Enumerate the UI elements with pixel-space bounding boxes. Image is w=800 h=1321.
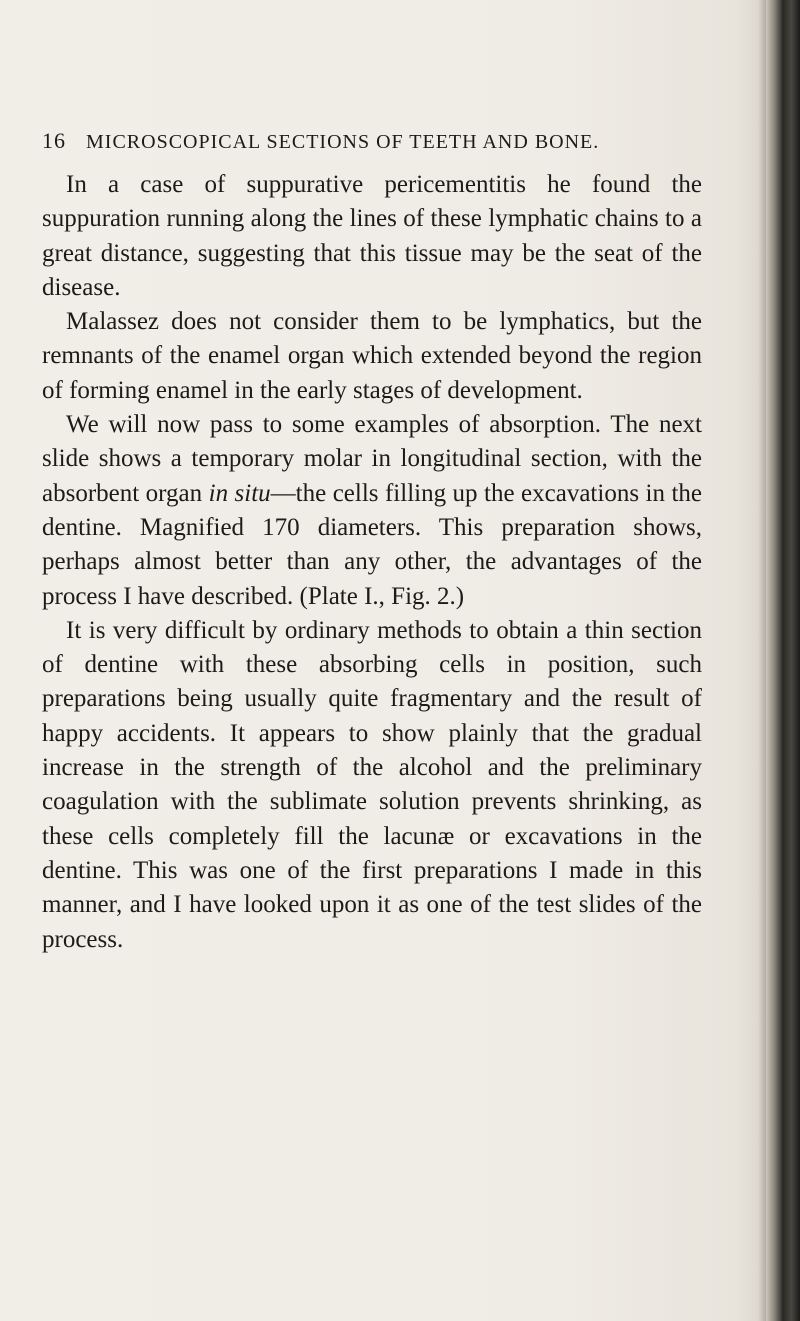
paragraph-1: In a case of suppurative pericementitis he found the suppuration running along the lines of these lymphatic chains to a great distance, suggesting that this tissue may be the seat of the disease. — [42, 171, 702, 301]
paragraph-4: It is very difficult by ordinary methods to obtain a thin section of dentine with these absorbing cells in position, such preparations being usually quite fragmentary and the result of happy accidents. It appears to show plainly that the gradual increase in the strength of the alcohol and the preliminary coagulation with the sublimate solution prevents shrinking, as these cells completely fill the lacunæ or excavations in the dentine. This was one of the first preparations I made in this manner, and I have looked upon it as one of the test slides of the process. — [42, 616, 702, 953]
paragraph-2: Malassez does not consider them to be lymphatics, but the remnants of the enamel organ which extended beyond the region of forming enamel in the early stages of development. — [42, 308, 702, 404]
paragraph-3-text-before: We will now pass to some examples of absorption. The next slide shows a temporary molar in longitudinal section, with the absorbent organ — [42, 411, 702, 507]
body-text — [42, 168, 702, 957]
page-header — [42, 128, 702, 162]
page-gutter-shadow — [758, 0, 766, 1321]
paragraph-3-italic-phrase: in situ — [208, 479, 271, 507]
book-spine — [766, 0, 800, 1321]
paragraph-3 — [42, 408, 702, 614]
paragraph-3-text-after: —the cells filling up the excavations in the dentine. Magnified 170 diameters. This preparation shows, perhaps almost better than any other, the advantages of the process I have described. (Plate I., Fig. 2.) — [42, 479, 702, 610]
page-number: 16 — [42, 128, 66, 153]
running-head: MICROSCOPICAL SECTIONS OF TEETH AND BONE. — [86, 131, 600, 153]
